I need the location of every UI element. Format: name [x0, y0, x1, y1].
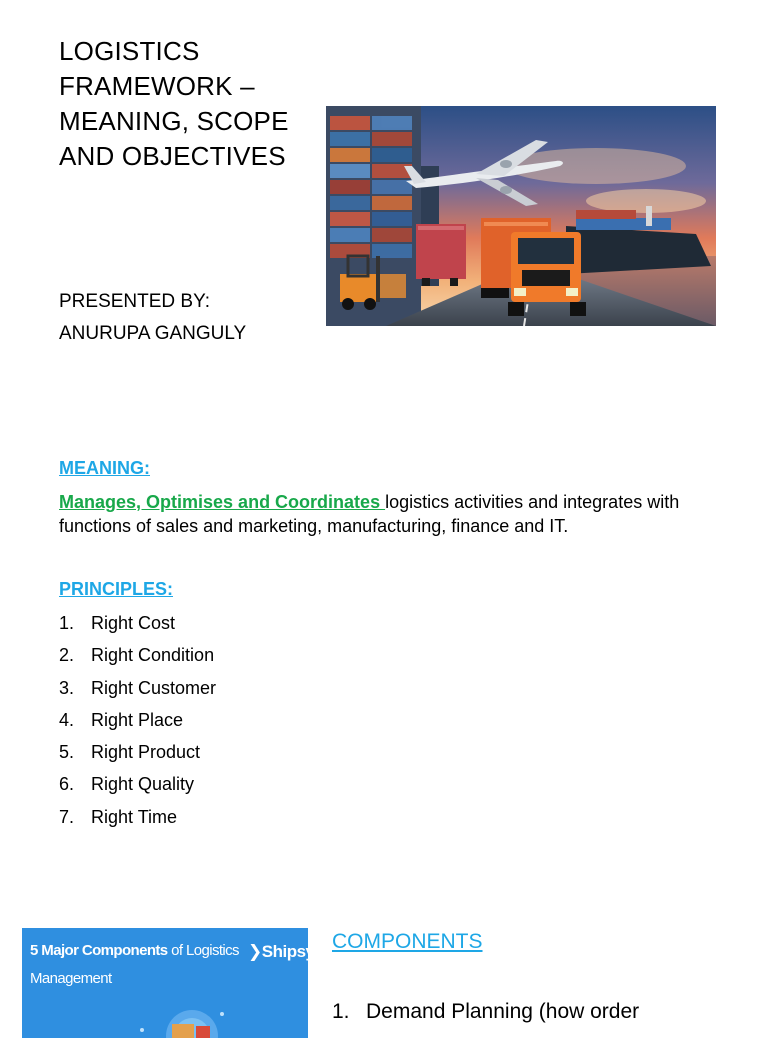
- title-line: MEANING, SCOPE: [59, 106, 289, 136]
- components-heading: COMPONENTS: [332, 930, 483, 953]
- list-item: [59, 707, 216, 739]
- list-item-number: 1.: [59, 613, 75, 633]
- list-item-number: 1.: [332, 1000, 350, 1023]
- list-item: [59, 642, 216, 674]
- list-item-number: 2.: [59, 645, 75, 666]
- meaning-paragraph: [59, 490, 739, 538]
- list-item-number: 6.: [59, 774, 75, 795]
- presenter-block: [59, 286, 246, 350]
- list-item: [59, 771, 216, 803]
- list-item: [59, 610, 216, 642]
- principles-heading: PRINCIPLES:: [59, 579, 174, 599]
- list-item: [332, 1000, 639, 1024]
- meaning-highlight: Manages, Optimises and Coordinates: [59, 492, 386, 512]
- chevron-right-icon: ❯: [248, 942, 262, 961]
- list-item-number: 4.: [59, 709, 75, 730]
- presenter-name: ANURUPA GANGULY: [59, 323, 247, 344]
- thumbnail-subtitle: Management: [30, 970, 112, 987]
- list-item: [59, 675, 216, 707]
- list-item-label: Right Condition: [91, 645, 215, 666]
- meaning-heading: MEANING:: [59, 458, 150, 478]
- presented-by-label: PRESENTED BY:: [59, 291, 210, 312]
- page-title: [59, 34, 319, 174]
- thumbnail-title-bold: 5 Major Components: [30, 942, 168, 959]
- list-item-number: 3.: [59, 677, 75, 698]
- list-item-label: Demand Planning (how order: [366, 1000, 640, 1023]
- components-infographic-thumbnail: [22, 928, 315, 1038]
- list-item: [59, 804, 216, 836]
- list-item-label: Right Place: [91, 709, 184, 730]
- title-line: AND OBJECTIVES: [59, 141, 286, 171]
- list-item: [59, 739, 216, 771]
- thumbnail-title-rest: of Logistics: [167, 942, 239, 959]
- list-item-label: Right Quality: [91, 774, 195, 795]
- list-item-label: Right Cost: [91, 613, 176, 633]
- delivery-box-icon: [22, 928, 308, 1038]
- logo-text: Shipsy: [261, 942, 315, 961]
- hero-logistics-image: [326, 106, 716, 326]
- list-item-number: 7.: [59, 806, 75, 827]
- list-item-number: 5.: [59, 742, 75, 763]
- list-item-label: Right Time: [91, 806, 178, 827]
- title-line: FRAMEWORK –: [59, 71, 255, 101]
- principles-list: [59, 610, 216, 836]
- list-item-label: Right Product: [91, 742, 201, 763]
- title-line: LOGISTICS: [59, 36, 200, 66]
- list-item-label: Right Customer: [91, 677, 217, 698]
- meaning-text: logistics activities and integrates with functions of sales and marketing, manufacturing, finance and IT.: [59, 492, 680, 536]
